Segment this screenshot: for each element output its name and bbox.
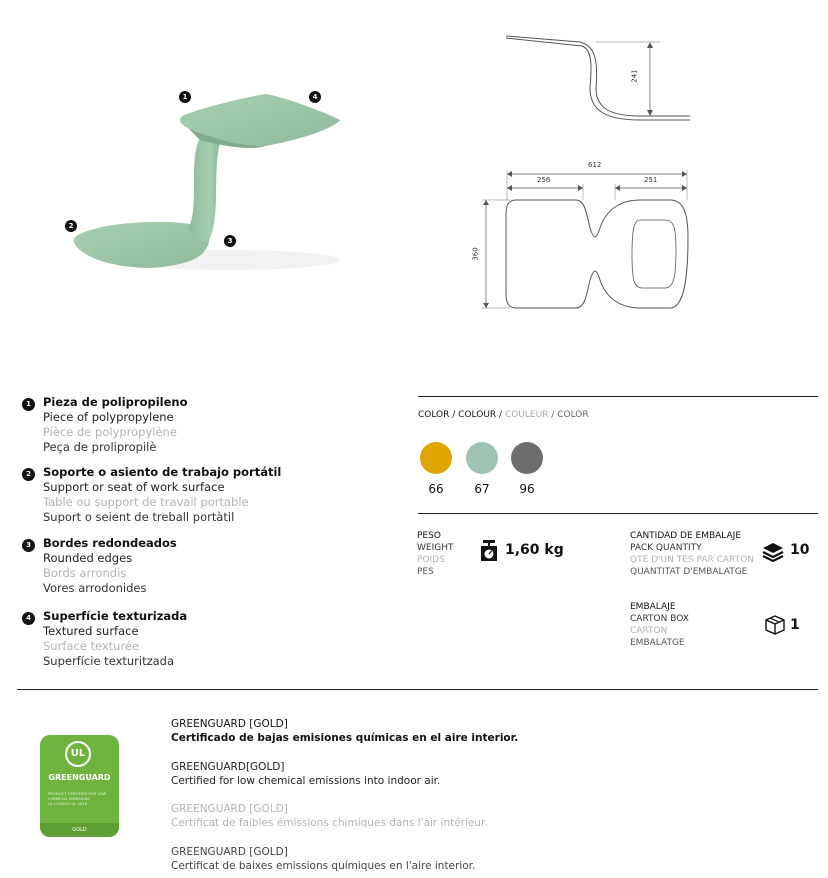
divider-top (418, 396, 818, 397)
feature-title-ca: Vores arrodonides (43, 581, 147, 595)
colour-heading: COLOR / COLOUR / COULEUR / COLOR (418, 410, 589, 420)
weight-value: 1,60 kg (505, 542, 564, 558)
swatch-96[interactable] (511, 442, 543, 474)
greenguard-small-text: PRODUCT CERTIFIED FOR LOW CHEMICAL EMISSIONS UL.COM/GG UL 2818 (48, 791, 107, 806)
feature-title-ca: Suport o seient de treball portàtil (43, 510, 235, 524)
height-dimension: 241 (630, 69, 639, 83)
depth-dimension: 360 (471, 247, 480, 261)
top-view-drawing (470, 158, 700, 318)
feature-title-es: Superfície texturizada (43, 609, 188, 623)
feature-number: 3 (22, 539, 35, 552)
cert-title: GREENGUARD[GOLD] (171, 761, 285, 773)
ul-mark: UL (65, 741, 91, 767)
cert-entry-en (171, 760, 440, 788)
product-shape (60, 80, 360, 280)
feature-title-en: Piece of polypropylene (43, 410, 174, 424)
cert-entry-ca (171, 845, 475, 873)
feature-title-en: Support or seat of work surface (43, 480, 225, 494)
weight-labels: PESO WEIGHT POIDS PES (417, 531, 454, 577)
callout-4: 4 (309, 91, 321, 103)
feature-number: 4 (22, 612, 35, 625)
feature-title-ca: Peça de prolipropilè (43, 440, 157, 454)
cert-title: GREENGUARD [GOLD] (171, 803, 288, 815)
feature-title-es: Pieza de polipropileno (43, 395, 188, 409)
feature-title-es: Soporte o asiento de trabajo portátil (43, 465, 282, 479)
feature-number: 2 (22, 468, 35, 481)
cert-title: GREENGUARD [GOLD] (171, 718, 288, 730)
swatch-66[interactable] (420, 442, 452, 474)
feature-title-fr: Surface texturée (43, 639, 140, 653)
greenguard-gold-band: GOLD (40, 823, 119, 837)
feature-title-es: Bordes redondeados (43, 536, 177, 550)
callout-2: 2 (65, 220, 77, 232)
swatch-67[interactable] (466, 442, 498, 474)
swatch-label-96: 96 (519, 482, 535, 496)
feature-title-fr: Table ou support de travail portable (43, 495, 249, 509)
weight-scale-icon (480, 540, 498, 566)
stack-layers-icon (762, 542, 784, 566)
left-width-dimension: 256 (537, 176, 551, 184)
pack-quantity-value: 10 (790, 542, 810, 558)
feature-title-en: Rounded edges (43, 551, 133, 565)
product-render (60, 80, 360, 280)
callout-3: 3 (224, 235, 236, 247)
feature-title-ca: Superfície texturitzada (43, 654, 175, 668)
cert-title: GREENGUARD [GOLD] (171, 846, 288, 858)
cert-text: Certificado de bajas emisiones químicas en el aire interior. (171, 732, 519, 744)
cert-text: Certificat de faibles émissions chimiques dans l'air intérieur. (171, 817, 488, 829)
cert-entry-fr (171, 802, 488, 830)
side-view-drawing (500, 28, 700, 128)
cert-text: Certified for low chemical emissions into indoor air. (171, 775, 441, 787)
cert-entry-es (171, 717, 518, 745)
total-width-dimension: 612 (588, 161, 602, 169)
greenguard-wordmark: GREENGUARD (48, 773, 111, 782)
right-width-dimension: 251 (644, 176, 658, 184)
box-icon (764, 615, 786, 639)
feature-number: 1 (22, 398, 35, 411)
feature-title-fr: Bords arrondis (43, 566, 127, 580)
swatch-label-66: 66 (428, 482, 444, 496)
carton-value: 1 (790, 617, 800, 633)
greenguard-logo (40, 735, 119, 837)
pack-quantity-labels: CANTIDAD DE EMBALAJE PACK QUANTITY QTÉ D'UN TÉS PAR CARTON QUANTITAT D'EMBALATGE (630, 531, 754, 577)
feature-title-fr: Pièce de polypropylène (43, 425, 177, 439)
divider-bottom (17, 689, 818, 690)
carton-labels: EMBALAJE CARTON BOX CARTON EMBALATGE (630, 602, 689, 648)
divider-middle (418, 513, 818, 514)
swatch-label-67: 67 (474, 482, 490, 496)
callout-1: 1 (179, 91, 191, 103)
feature-title-en: Textured surface (43, 624, 139, 638)
cert-text: Certificat de baixes emissions químiques en l'aire interior. (171, 860, 476, 872)
